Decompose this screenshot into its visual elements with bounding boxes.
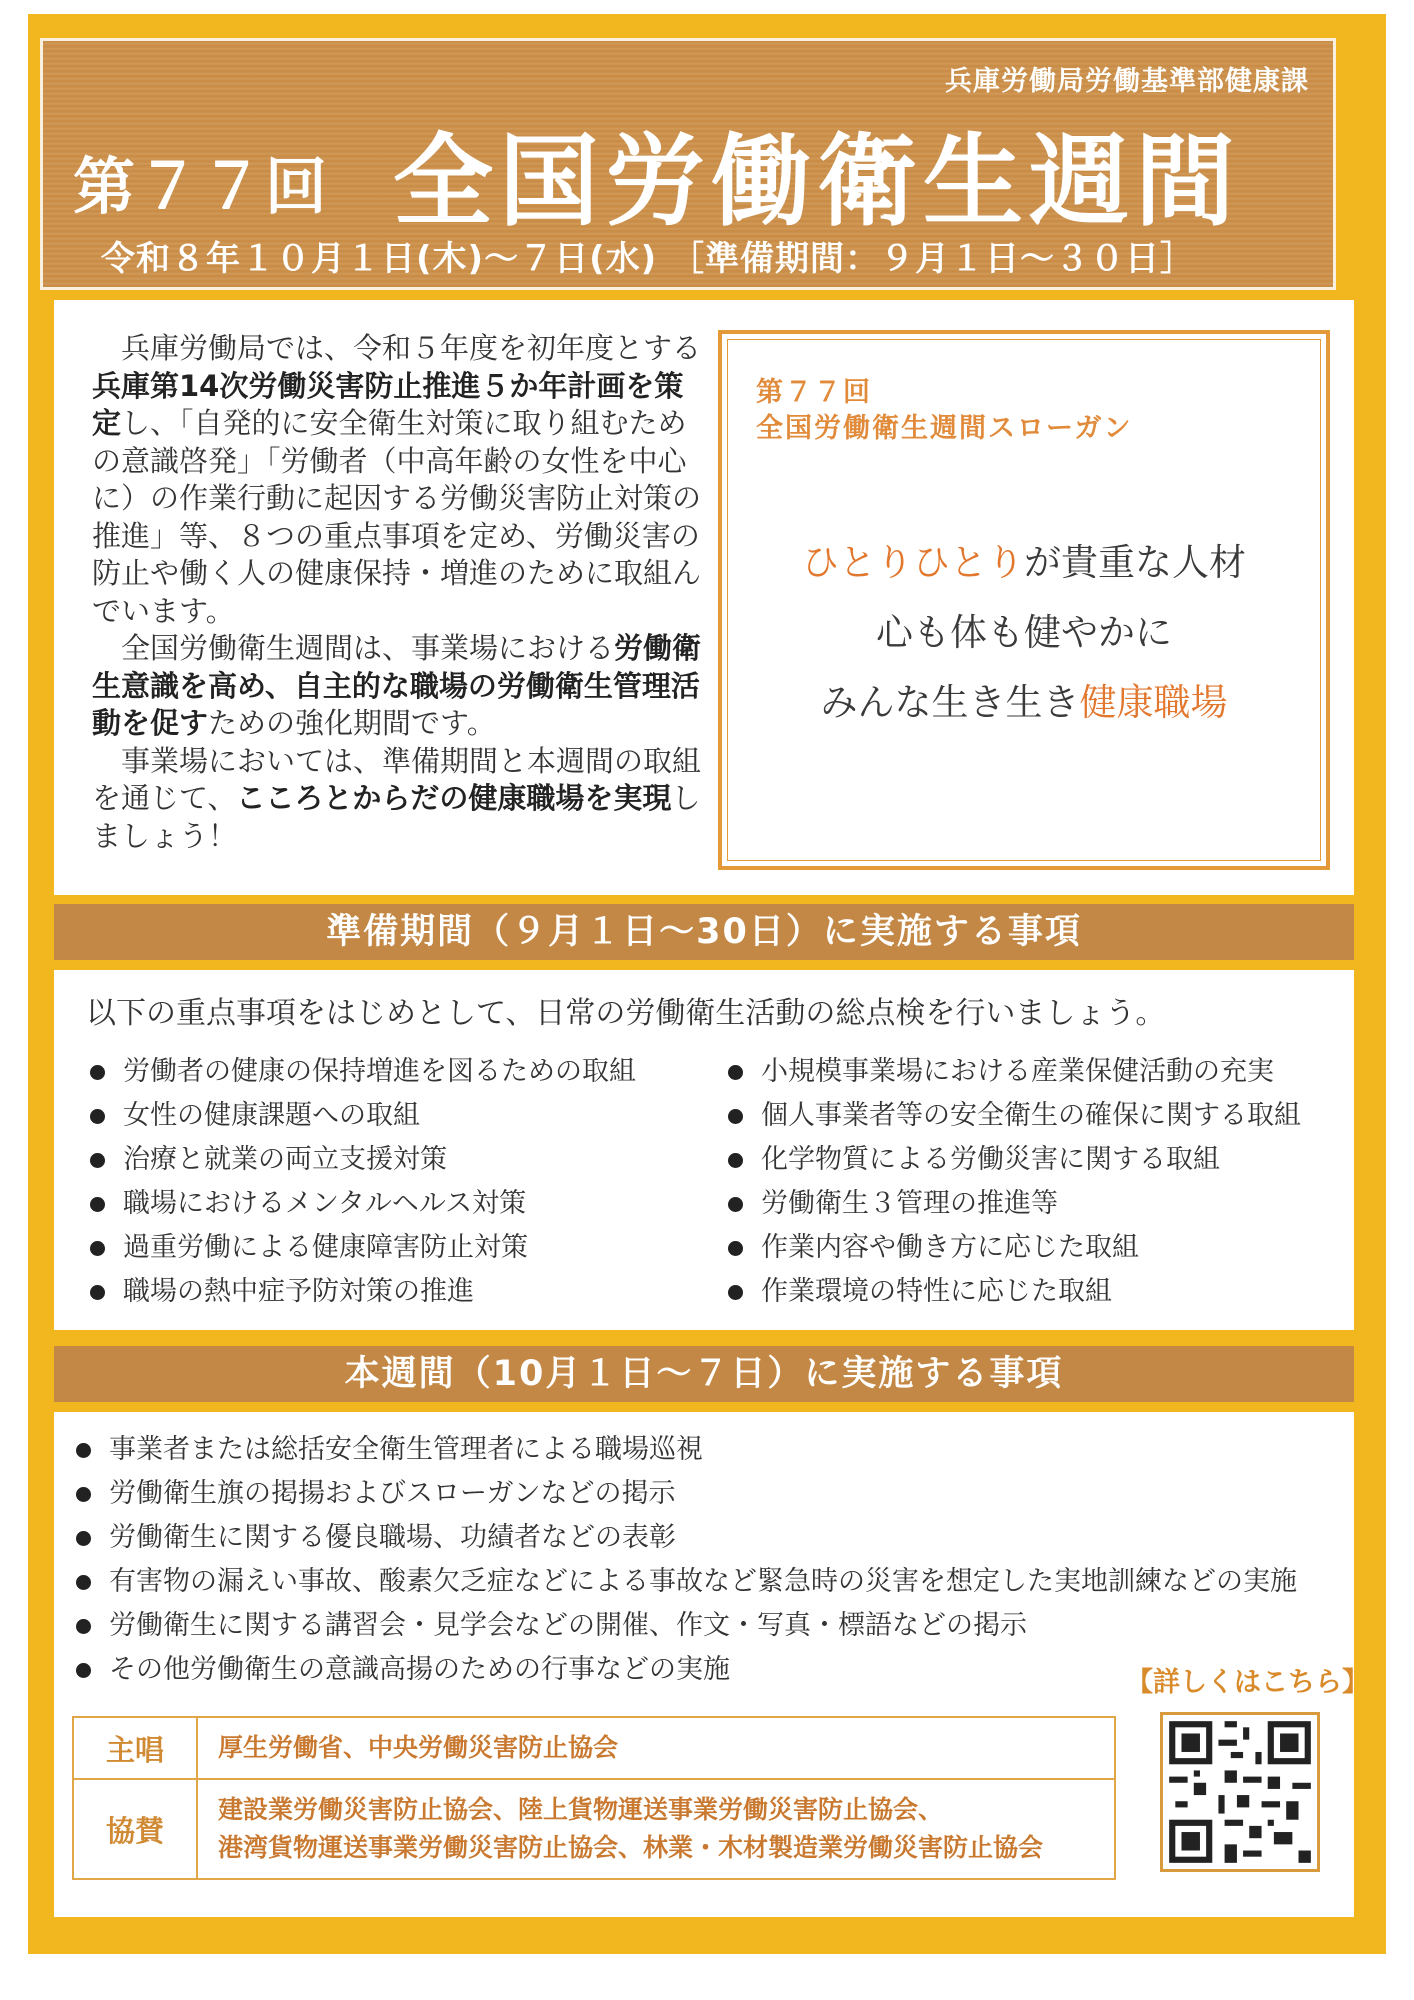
preparation-list-left <box>90 1050 636 1314</box>
bullet-icon <box>76 1487 91 1502</box>
bullet-icon <box>90 1241 105 1256</box>
preparation-list-right <box>728 1050 1301 1314</box>
preparation-item: 労働者の健康の保持増進を図るための取組 <box>90 1050 636 1094</box>
preparation-item: 職場におけるメンタルヘルス対策 <box>90 1182 636 1226</box>
event-dates: 令和８年１０月１日(木)～７日(水) ［準備期間：９月１日～３０日］ <box>101 239 1195 279</box>
bullet-icon <box>90 1065 105 1080</box>
bullet-icon <box>76 1619 91 1634</box>
slogan-heading-edition: 第７７回 <box>756 377 872 408</box>
department-label: 兵庫労働局労働基準部健康課 <box>945 66 1309 97</box>
header-banner <box>40 38 1336 290</box>
preparation-item: 化学物質による労働災害に関する取組 <box>728 1138 1301 1182</box>
bullet-icon <box>728 1153 743 1168</box>
main-week-item: 事業者または総括安全衛生管理者による職場巡視 <box>76 1428 1297 1472</box>
sponsor-table <box>72 1716 1116 1880</box>
organizer-label: 主唱 <box>73 1717 197 1779</box>
intro-text <box>92 330 704 855</box>
slogan-line-2: 心も体も健やかに <box>876 611 1172 654</box>
supporter-value: 建設業労働災害防止協会、陸上貨物運送事業労働災害防止協会、 港湾貨物運送事業労働災害防止協会、林業・木材製造業労働災害防止協会 <box>197 1779 1115 1879</box>
main-week-item: 労働衛生に関する優良職場、功績者などの表彰 <box>76 1516 1297 1560</box>
main-week-item: 有害物の漏えい事故、酸素欠乏症などによる事故など緊急時の災害を想定した実地訓練などの実施 <box>76 1560 1297 1604</box>
bullet-icon <box>90 1197 105 1212</box>
intro-paragraph-2: 全国労働衛生週間は、事業場における労働衛生意識を高め、自主的な職場の労働衛生管理活動を促すための強化期間です。 <box>92 631 702 740</box>
preparation-item: 女性の健康課題への取組 <box>90 1094 636 1138</box>
main-week-banner: 本週間（10月１日～７日）に実施する事項 <box>54 1346 1354 1402</box>
bullet-icon <box>76 1531 91 1546</box>
bullet-icon <box>90 1109 105 1124</box>
bullet-icon <box>728 1285 743 1300</box>
qr-code-graphic <box>1163 1715 1317 1869</box>
preparation-item: 作業環境の特性に応じた取組 <box>728 1270 1301 1314</box>
main-week-list <box>76 1428 1297 1692</box>
bullet-icon <box>76 1663 91 1678</box>
organizer-value: 厚生労働省、中央労働災害防止協会 <box>197 1717 1115 1779</box>
preparation-banner: 準備期間（９月１日～30日）に実施する事項 <box>54 904 1354 960</box>
slogan-box <box>718 330 1330 870</box>
main-week-item: 労働衛生旗の掲揚およびスローガンなどの掲示 <box>76 1472 1297 1516</box>
bullet-icon <box>728 1197 743 1212</box>
bullet-icon <box>76 1575 91 1590</box>
bullet-icon <box>728 1065 743 1080</box>
preparation-item: 職場の熱中症予防対策の推進 <box>90 1270 636 1314</box>
preparation-item: 小規模事業場における産業保健活動の充実 <box>728 1050 1301 1094</box>
qr-code-icon[interactable] <box>1160 1712 1320 1872</box>
intro-paragraph-3: 事業場においては、準備期間と本週間の取組を通じて、こころとからだの健康職場を実現しましょう！ <box>92 743 702 853</box>
bullet-icon <box>90 1285 105 1300</box>
bullet-icon <box>90 1153 105 1168</box>
preparation-item: 治療と就業の両立支援対策 <box>90 1138 636 1182</box>
details-link[interactable]: 【詳しくはこちら】 <box>1126 1667 1369 1698</box>
main-week-item: 労働衛生に関する講習会・見学会などの開催、作文・写真・標語などの掲示 <box>76 1604 1297 1648</box>
supporter-label: 協賛 <box>73 1779 197 1879</box>
page-title: 全国労働衛生週間 <box>393 123 1241 240</box>
preparation-item: 個人事業者等の安全衛生の確保に関する取組 <box>728 1094 1301 1138</box>
preparation-item: 作業内容や働き方に応じた取組 <box>728 1226 1301 1270</box>
edition-label: 第７７回 <box>73 150 330 223</box>
main-week-item: その他労働衛生の意識高揚のための行事などの実施 <box>76 1648 1297 1692</box>
slogan-line-3: みんな生き生き健康職場 <box>820 681 1228 724</box>
slogan-heading: 全国労働衛生週間スローガン <box>756 413 1133 444</box>
bullet-icon <box>728 1241 743 1256</box>
intro-paragraph-1: 兵庫労働局では、令和５年度を初年度とする兵庫第14次労働災害防止推進５か年計画を策定し、「自発的に安全衛生対策に取り組むための意識啓発」「労働者（中高年齢の女性を中心に）の作業行動に起因する労働災害防止対策の推進」等、８つの重点事項を定め、労働災害の防止や働く人の健康保持・増進のために取組んでいます。 <box>92 331 702 628</box>
preparation-lead: 以下の重点事項をはじめとして、日常の労働衛生活動の総点検を行いましょう。 <box>86 996 1166 1031</box>
bullet-icon <box>728 1109 743 1124</box>
preparation-item: 労働衛生３管理の推進等 <box>728 1182 1301 1226</box>
bullet-icon <box>76 1443 91 1458</box>
slogan-line-1: ひとりひとりが貴重な人材 <box>802 541 1246 584</box>
preparation-item: 過重労働による健康障害防止対策 <box>90 1226 636 1270</box>
